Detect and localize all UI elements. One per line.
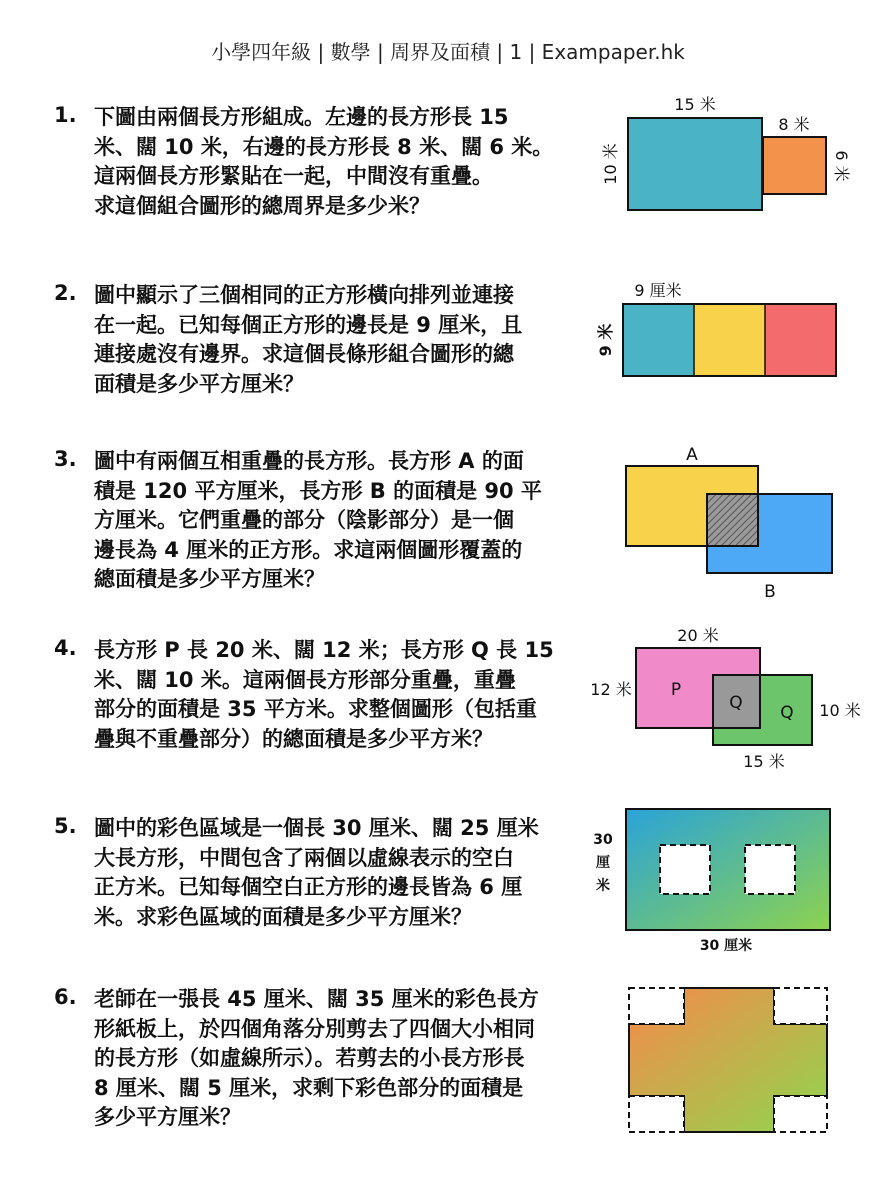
dim-label-top-right: 8 米	[778, 115, 810, 134]
dim-label-side: 9 米	[596, 323, 615, 357]
question-number: 4.	[54, 636, 77, 660]
left-rectangle	[628, 118, 762, 210]
dim-label-bottom: 15 米	[743, 752, 785, 771]
dim-label-left: 10 米	[601, 143, 620, 185]
cut-corner-top-right	[774, 988, 827, 1024]
question-text: 圖中顯示了三個相同的正方形橫向排列並連接 在一起。已知每個正方形的邊長是 9 厘米，且 連接處沒有邊界。求這個長條形組合圖形的總 面積是多少平方厘米？	[94, 283, 523, 396]
cut-corner-bottom-left	[629, 1096, 684, 1132]
dim-label-right: 6 米	[832, 150, 851, 182]
dim-label-top-left: 15 米	[674, 95, 716, 114]
dim-label-side-1: 30	[593, 832, 613, 848]
figure-3	[600, 440, 850, 610]
cut-corner-bottom-right	[774, 1096, 827, 1132]
square-1	[623, 304, 694, 376]
figure-2	[596, 278, 846, 382]
dim-label-left: 12 米	[590, 680, 632, 699]
figure-1	[600, 90, 880, 220]
figure-6	[616, 980, 840, 1142]
dim-label-bottom: 30 厘米	[699, 938, 753, 954]
question-number: 5.	[54, 814, 77, 838]
square-2	[694, 304, 765, 376]
dim-label-right: 10 米	[819, 701, 861, 720]
question-number: 2.	[54, 281, 77, 305]
question-number: 6.	[54, 985, 77, 1009]
question-number: 3.	[54, 447, 77, 471]
square-3	[765, 304, 836, 376]
blank-square-2	[745, 845, 795, 894]
label-a: A	[686, 445, 698, 465]
label-q: Q	[780, 703, 794, 723]
colored-rectangle	[626, 809, 830, 930]
overlap-shaded	[707, 494, 758, 546]
question-text: 老師在一張長 45 厘米、闊 35 厘米的彩色長方 形紙板上，於四個角落分別剪去了四個大小相同 的長方形（如虛線所示）。若剪去的小長方形長 8 厘米、闊 5 厘米，求剩下彩色部分的面積是 多少平方厘米？	[94, 987, 539, 1129]
question-text: 圖中有兩個互相重疊的長方形。長方形 A 的面 積是 120 平方厘米，長方形 B 的面積是 90 平 方厘米。它們重疊的部分（陰影部分）是一個 邊長為 4 厘米的正方形。求這兩個圖形覆蓋的 總面積是多少平方厘米？	[94, 449, 542, 591]
label-p: P	[670, 680, 682, 700]
dim-label-top: 9 厘米	[634, 281, 682, 300]
question-text: 下圖由兩個長方形組成。左邊的長方形長 15 米、闊 10 米，右邊的長方形長 8 米、闊 6 米。 這兩個長方形緊貼在一起，中間沒有重疊。 求這個組合圖形的總周界是多少米？	[94, 105, 554, 218]
figure-5	[586, 800, 846, 960]
cut-corner-top-left	[629, 988, 684, 1024]
question-number: 1.	[54, 103, 77, 127]
dim-label-top: 20 米	[677, 626, 719, 645]
label-overlap: Q	[729, 693, 743, 713]
question-text: 長方形 P 長 20 米、闊 12 米；長方形 Q 長 15 米、闊 10 米。這兩個長方形部分重疊，重疊 部分的面積是 35 平方米。求整個圖形（包括重 疊與不重疊部分）的總面積是多少平方米？	[94, 638, 554, 751]
question-text: 圖中的彩色區域是一個長 30 厘米、闊 25 厘米 大長方形，中間包含了兩個以虛線表示的空白 正方米。已知每個空白正方形的邊長皆為 6 厘 米。求彩色區域的面積是多少平方厘米？	[94, 816, 539, 929]
figure-4	[586, 622, 866, 772]
dim-label-side-2: 厘	[596, 855, 610, 871]
right-rectangle	[763, 137, 826, 194]
blank-square-1	[660, 845, 710, 894]
dim-label-side-3: 米	[596, 878, 610, 894]
label-b: B	[764, 582, 776, 602]
page-header: 小學四年級 | 數學 | 周界及面積 | 1 | Exampaper.hk	[211, 40, 685, 64]
